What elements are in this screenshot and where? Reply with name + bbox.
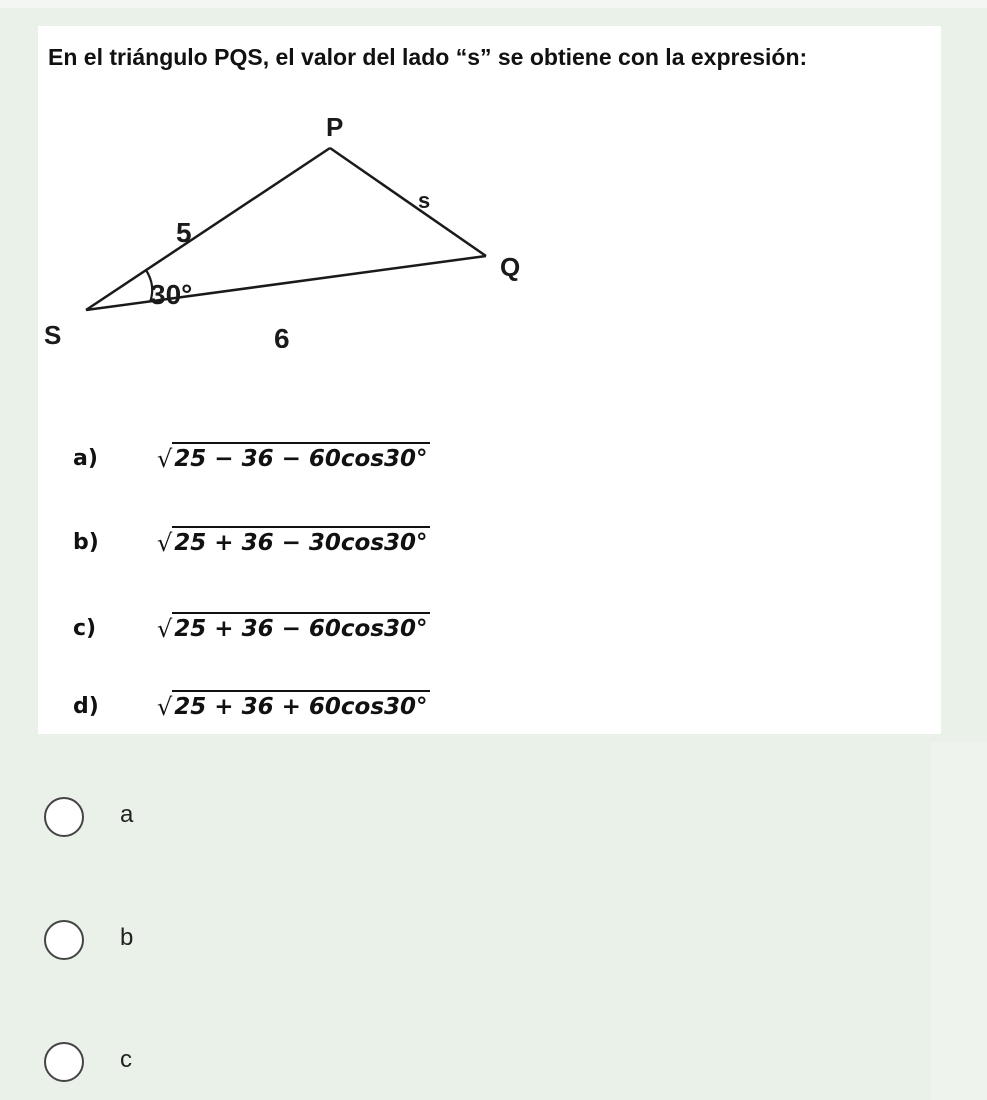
choice-label: b (120, 924, 134, 951)
sqrt-symbol: √ (157, 693, 173, 721)
radio-button[interactable] (44, 797, 84, 837)
side-sp-line (86, 148, 330, 310)
option-radicand: 25 + 36 + 60cos30° (172, 690, 429, 720)
triangle-figure (38, 88, 538, 348)
vertex-label-s: S (44, 320, 62, 348)
option-expression (157, 526, 430, 556)
option-letter: a) (73, 446, 98, 471)
side-sq-line (86, 256, 486, 310)
vertex-label-q: Q (500, 252, 521, 282)
sqrt-symbol: √ (157, 445, 173, 473)
side-label-6: 6 (274, 323, 290, 348)
option-expression (157, 612, 430, 642)
right-band (931, 742, 987, 1100)
side-label-s: s (418, 188, 431, 213)
option-expression (157, 442, 430, 472)
option-letter: c) (73, 616, 97, 641)
sqrt-symbol: √ (157, 615, 173, 643)
option-letter: b) (73, 530, 99, 555)
choice-label: c (120, 1046, 132, 1073)
side-label-5: 5 (176, 217, 192, 248)
sqrt-symbol: √ (157, 529, 173, 557)
option-radicand: 25 + 36 − 30cos30° (172, 526, 429, 556)
radio-button[interactable] (44, 1042, 84, 1082)
option-expression (157, 690, 430, 720)
option-radicand: 25 − 36 − 60cos30° (172, 442, 429, 472)
question-card (38, 26, 941, 734)
vertex-label-p: P (326, 112, 344, 142)
option-radicand: 25 + 36 − 60cos30° (172, 612, 429, 642)
radio-button[interactable] (44, 920, 84, 960)
angle-label: 30° (150, 279, 193, 310)
side-pq-line (330, 148, 486, 256)
answer-choices (0, 742, 931, 1100)
question-text: En el triángulo PQS, el valor del lado “s” se obtiene con la expresión: (48, 44, 808, 70)
option-letter: d) (73, 694, 99, 719)
choice-label: a (120, 801, 134, 828)
top-strip (0, 0, 987, 8)
